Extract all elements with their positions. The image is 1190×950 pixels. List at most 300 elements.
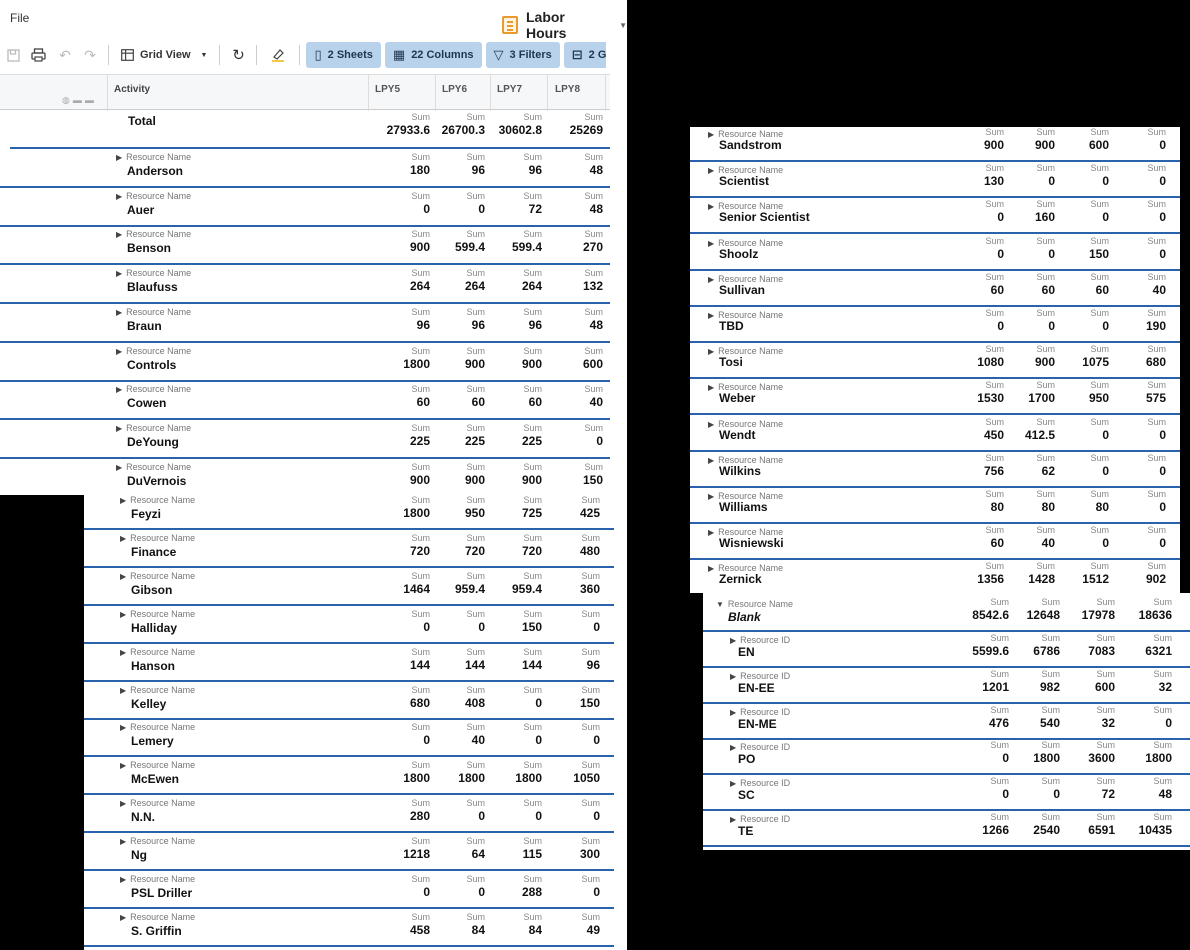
cell-lpy5[interactable] — [985, 308, 1004, 333]
cell-lpy7[interactable] — [1090, 272, 1109, 297]
expand-icon[interactable]: ▶ — [708, 383, 715, 393]
cell-lpy5[interactable] — [989, 705, 1009, 730]
cell-lpy6[interactable] — [1040, 705, 1060, 730]
expand-icon[interactable]: ▶ — [708, 492, 715, 501]
cell-lpy6[interactable] — [455, 229, 485, 254]
sheet-title[interactable] — [502, 9, 627, 41]
cell-lpy8[interactable] — [1153, 669, 1172, 694]
cell-lpy6[interactable] — [1035, 127, 1055, 152]
cell-lpy5[interactable] — [972, 633, 1009, 658]
expand-icon[interactable]: ▶ — [730, 815, 737, 824]
cell-lpy7[interactable] — [523, 836, 542, 861]
table-row[interactable] — [690, 271, 1180, 307]
cell-lpy7[interactable] — [523, 191, 542, 216]
cell-lpy6[interactable] — [465, 268, 485, 293]
cell-lpy8[interactable] — [1147, 453, 1166, 478]
group-button[interactable] — [564, 42, 607, 68]
undo-icon[interactable]: ↶ — [59, 46, 71, 63]
cell-lpy7[interactable] — [1090, 199, 1109, 224]
cell-lpy8[interactable] — [1147, 199, 1166, 224]
table-row[interactable] — [690, 343, 1180, 379]
table-row[interactable] — [84, 682, 614, 720]
cell-lpy5[interactable] — [403, 836, 430, 861]
cell-lpy7[interactable] — [522, 346, 542, 371]
cell-lpy6[interactable] — [1036, 525, 1055, 550]
cell-lpy6[interactable] — [1036, 453, 1055, 478]
table-row[interactable] — [690, 416, 1180, 452]
cell-lpy8[interactable] — [581, 722, 600, 747]
expand-icon[interactable]: ▶ — [116, 423, 123, 433]
cell-lpy8[interactable] — [580, 836, 600, 861]
expand-icon[interactable]: ▶ — [120, 837, 127, 847]
cell-lpy7[interactable] — [523, 685, 542, 710]
cell-lpy8[interactable] — [584, 384, 603, 409]
cell-lpy8[interactable] — [1146, 308, 1166, 333]
cell-lpy5[interactable] — [410, 462, 430, 487]
cell-lpy6[interactable] — [1033, 633, 1060, 658]
cell-lpy7[interactable] — [1096, 705, 1115, 730]
sum-label: Sum — [1041, 704, 1060, 715]
expand-icon[interactable]: ▶ — [708, 528, 715, 538]
collapse-icon[interactable]: ▼ — [716, 600, 724, 609]
expand-icon[interactable]: ▶ — [120, 533, 127, 543]
cell-lpy6[interactable] — [465, 346, 485, 371]
table-row[interactable] — [84, 795, 614, 833]
cell-lpy6[interactable] — [1040, 669, 1060, 694]
cell-value: 0 — [1159, 138, 1166, 152]
expand-icon[interactable]: ▶ — [120, 685, 127, 695]
cell-lpy7[interactable] — [1088, 633, 1115, 658]
cell-lpy5[interactable] — [984, 453, 1004, 478]
cell-lpy6[interactable] — [465, 647, 485, 672]
table-row[interactable] — [703, 739, 1190, 775]
cell-lpy5[interactable] — [410, 268, 430, 293]
cell-lpy7[interactable] — [523, 307, 542, 332]
menu-bar — [0, 0, 627, 41]
cell-lpy7[interactable] — [512, 571, 542, 596]
expand-icon[interactable]: ▶ — [120, 647, 127, 657]
cell-lpy6[interactable] — [466, 307, 485, 332]
cell-lpy8[interactable] — [583, 268, 603, 293]
cell-lpy7[interactable] — [522, 533, 542, 558]
cell-value: 900 — [409, 472, 430, 487]
expand-icon[interactable]: ▶ — [116, 153, 123, 162]
table-row[interactable] — [84, 568, 614, 606]
table-row[interactable] — [703, 704, 1190, 740]
cell-lpy5[interactable] — [410, 152, 430, 177]
expand-icon[interactable]: ▶ — [730, 707, 737, 717]
cell-lpy8[interactable] — [1146, 380, 1166, 405]
cell-lpy6[interactable] — [1036, 489, 1055, 514]
cell-lpy5[interactable] — [411, 191, 430, 216]
table-row[interactable] — [0, 420, 610, 459]
expand-icon[interactable]: ▶ — [708, 202, 715, 212]
cell-lpy6[interactable] — [465, 423, 485, 448]
cell-lpy6[interactable] — [465, 685, 485, 710]
table-row[interactable] — [84, 757, 614, 795]
column-header-lpy5[interactable]: LPY5 — [375, 84, 401, 95]
cell-lpy5[interactable] — [977, 380, 1004, 405]
cell-lpy7[interactable] — [1090, 163, 1109, 188]
cell-lpy8[interactable] — [1147, 127, 1166, 152]
expand-icon[interactable]: ▶ — [730, 743, 737, 753]
expand-icon[interactable]: ▶ — [708, 274, 715, 284]
expand-icon[interactable]: ▶ — [116, 385, 123, 395]
cell-lpy7[interactable] — [1089, 127, 1109, 152]
cell-lpy6[interactable] — [1025, 417, 1055, 442]
cell-lpy7[interactable] — [522, 647, 542, 672]
row-group-label — [730, 742, 790, 752]
cell-lpy7[interactable] — [515, 760, 542, 785]
sum-label: Sum — [1090, 561, 1109, 572]
row-group-label-text: Resource Name — [718, 527, 784, 538]
cell-lpy6[interactable] — [455, 571, 485, 596]
expand-icon[interactable]: ▶ — [120, 723, 127, 733]
expand-icon[interactable]: ▶ — [116, 191, 123, 201]
cell-lpy7[interactable] — [1088, 740, 1115, 765]
cell-lpy5[interactable] — [990, 776, 1009, 801]
cell-lpy5[interactable] — [410, 798, 430, 823]
print-icon[interactable] — [24, 42, 52, 68]
table-row[interactable] — [0, 188, 610, 227]
cell-lpy5[interactable] — [410, 423, 430, 448]
cell-lpy7[interactable] — [1082, 561, 1109, 586]
table-row[interactable] — [0, 149, 610, 188]
cell-lpy7[interactable] — [522, 423, 542, 448]
table-row[interactable] — [690, 452, 1180, 488]
table-row[interactable] — [690, 524, 1180, 560]
cell-lpy6[interactable] — [466, 874, 485, 899]
cell-lpy7[interactable] — [1082, 597, 1115, 622]
cell-lpy7[interactable] — [1090, 453, 1109, 478]
cell-lpy5[interactable] — [403, 760, 430, 785]
chevron-down-icon[interactable]: ▼ — [619, 20, 627, 30]
table-row[interactable] — [690, 307, 1180, 343]
cell-lpy8[interactable] — [570, 112, 603, 137]
cell-lpy8[interactable] — [583, 462, 603, 487]
cell-lpy7[interactable] — [523, 152, 542, 177]
cell-lpy6[interactable] — [1027, 597, 1060, 622]
cell-lpy6[interactable] — [466, 798, 485, 823]
cell-lpy7[interactable] — [1090, 308, 1109, 333]
cell-lpy5[interactable] — [985, 236, 1004, 261]
cell-lpy5[interactable] — [411, 722, 430, 747]
expand-icon[interactable]: ▶ — [120, 912, 127, 922]
table-row[interactable] — [690, 488, 1180, 524]
cell-lpy7[interactable] — [1082, 344, 1109, 369]
cell-lpy5[interactable] — [411, 384, 430, 409]
cell-lpy8[interactable] — [580, 571, 600, 596]
cell-lpy5[interactable] — [984, 417, 1004, 442]
cell-lpy7[interactable] — [1096, 776, 1115, 801]
cell-lpy5[interactable] — [985, 489, 1004, 514]
cell-lpy8[interactable] — [1145, 740, 1172, 765]
cell-lpy8[interactable] — [1153, 776, 1172, 801]
table-row[interactable] — [84, 530, 614, 568]
row-group-label-text: Resource Name — [718, 201, 784, 212]
cell-value: 30602.8 — [498, 123, 542, 137]
cell-value: 225 — [521, 433, 542, 448]
table-row[interactable] — [84, 719, 614, 757]
expand-icon[interactable]: ▶ — [708, 311, 715, 320]
cell-lpy5[interactable] — [984, 127, 1004, 152]
cell-lpy6[interactable] — [458, 760, 485, 785]
cell-lpy6[interactable] — [1033, 812, 1060, 837]
cell-lpy5[interactable] — [410, 229, 430, 254]
cell-lpy6[interactable] — [465, 533, 485, 558]
cell-lpy5[interactable] — [985, 525, 1004, 550]
table-row[interactable] — [703, 668, 1190, 704]
cell-lpy7[interactable] — [1090, 489, 1109, 514]
row-name: DeYoung — [127, 434, 179, 449]
cell-lpy7[interactable] — [522, 268, 542, 293]
cell-lpy7[interactable] — [523, 722, 542, 747]
cell-lpy5[interactable] — [411, 307, 430, 332]
expand-icon[interactable]: ▶ — [708, 347, 715, 357]
sum-label: Sum — [1041, 776, 1060, 787]
cell-lpy7[interactable] — [1095, 669, 1115, 694]
cell-lpy8[interactable] — [1147, 163, 1166, 188]
cell-lpy5[interactable] — [410, 533, 430, 558]
cell-lpy5[interactable] — [410, 685, 430, 710]
column-header-lpy8[interactable]: LPY8 — [555, 84, 581, 95]
table-row[interactable] — [0, 265, 610, 304]
cell-lpy5[interactable] — [984, 163, 1004, 188]
cell-lpy5[interactable] — [977, 344, 1004, 369]
expand-icon[interactable]: ▶ — [120, 761, 127, 771]
cell-lpy8[interactable] — [581, 798, 600, 823]
table-row[interactable] — [690, 379, 1180, 415]
cell-lpy5[interactable] — [411, 609, 430, 634]
save-icon[interactable] — [2, 42, 24, 68]
sum-label: Sum — [985, 199, 1004, 210]
columns-button[interactable] — [385, 42, 482, 68]
table-row[interactable] — [0, 226, 610, 265]
row-group-label — [116, 268, 191, 278]
expand-icon[interactable]: ▶ — [708, 419, 715, 429]
cell-lpy6[interactable] — [1035, 344, 1055, 369]
table-row[interactable] — [690, 198, 1180, 234]
expand-icon[interactable]: ▶ — [116, 462, 123, 472]
expand-icon[interactable]: ▶ — [730, 779, 737, 789]
table-row[interactable] — [84, 871, 614, 909]
row-group-label — [716, 599, 793, 609]
cell-lpy5[interactable] — [982, 669, 1009, 694]
cell-lpy8[interactable] — [1153, 705, 1172, 730]
table-row[interactable] — [690, 560, 1180, 593]
sum-label: Sum — [1090, 344, 1109, 355]
cell-lpy6[interactable] — [442, 112, 485, 137]
file-menu[interactable]: File — [10, 11, 30, 25]
expand-icon[interactable]: ▶ — [708, 455, 715, 465]
row-group-label — [116, 346, 191, 356]
cell-lpy7[interactable] — [523, 912, 542, 937]
cell-lpy8[interactable] — [573, 760, 600, 785]
cell-lpy8[interactable] — [584, 307, 603, 332]
cell-lpy5[interactable] — [985, 199, 1004, 224]
cell-lpy8[interactable] — [584, 423, 603, 448]
cell-lpy6[interactable] — [466, 609, 485, 634]
table-row[interactable] — [690, 162, 1180, 198]
cell-value: 17978 — [1081, 608, 1115, 622]
sum-label: Sum — [411, 722, 430, 733]
sheets-button[interactable] — [306, 42, 380, 68]
cell-value: 40 — [471, 733, 485, 748]
cell-lpy6[interactable] — [1041, 776, 1060, 801]
grid-view-dropdown[interactable] — [115, 49, 213, 61]
cell-lpy5[interactable] — [977, 561, 1004, 586]
cell-lpy8[interactable] — [1147, 417, 1166, 442]
table-row[interactable] — [690, 127, 1180, 162]
cell-lpy8[interactable] — [1147, 236, 1166, 261]
cell-lpy6[interactable] — [1028, 380, 1055, 405]
group-row-blank[interactable] — [703, 596, 1190, 632]
cell-lpy6[interactable] — [466, 191, 485, 216]
table-row[interactable] — [84, 606, 614, 644]
cell-lpy8[interactable] — [581, 874, 600, 899]
filters-button[interactable] — [486, 42, 560, 68]
expand-icon[interactable]: ▶ — [708, 130, 715, 139]
expand-icon[interactable]: ▶ — [708, 564, 715, 574]
cell-lpy8[interactable] — [1146, 561, 1166, 586]
total-row[interactable] — [10, 110, 610, 149]
expand-icon[interactable]: ▶ — [708, 166, 715, 176]
expand-icon[interactable]: ▶ — [730, 636, 737, 645]
row-name: Blank — [728, 610, 761, 624]
cell-lpy7[interactable] — [499, 112, 542, 137]
cell-lpy6[interactable] — [1033, 740, 1060, 765]
cell-lpy6[interactable] — [466, 384, 485, 409]
table-row[interactable] — [84, 833, 614, 871]
cell-value: 96 — [586, 657, 600, 672]
cell-lpy5[interactable] — [403, 495, 430, 520]
column-header-lpy6[interactable]: LPY6 — [442, 84, 468, 95]
table-row[interactable] — [0, 304, 610, 343]
cell-lpy8[interactable] — [1147, 489, 1166, 514]
cell-lpy5[interactable] — [972, 597, 1009, 622]
cell-lpy8[interactable] — [580, 685, 600, 710]
table-row[interactable] — [690, 235, 1180, 271]
cell-lpy8[interactable] — [1147, 525, 1166, 550]
row-group-label — [120, 685, 195, 695]
cell-lpy7[interactable] — [1089, 236, 1109, 261]
cell-lpy8[interactable] — [1145, 633, 1172, 658]
cell-lpy8[interactable] — [581, 609, 600, 634]
cell-lpy6[interactable] — [465, 495, 485, 520]
cell-value: 48 — [589, 317, 603, 332]
cell-lpy5[interactable] — [403, 571, 430, 596]
cell-lpy7[interactable] — [512, 229, 542, 254]
cell-lpy8[interactable] — [584, 191, 603, 216]
cell-lpy8[interactable] — [581, 912, 600, 937]
sum-label: Sum — [523, 345, 542, 356]
cell-lpy8[interactable] — [1146, 344, 1166, 369]
row-group-label — [120, 533, 195, 543]
cell-lpy6[interactable] — [466, 836, 485, 861]
expand-icon[interactable]: ▶ — [120, 609, 127, 619]
cell-lpy6[interactable] — [1035, 199, 1055, 224]
cell-lpy8[interactable] — [580, 495, 600, 520]
cell-lpy7[interactable] — [522, 495, 542, 520]
cell-lpy8[interactable] — [584, 152, 603, 177]
cell-lpy7[interactable] — [522, 874, 542, 899]
cell-lpy7[interactable] — [523, 384, 542, 409]
cell-lpy7[interactable] — [523, 798, 542, 823]
table-row[interactable] — [84, 644, 614, 682]
expand-icon[interactable]: ▶ — [120, 875, 127, 884]
expand-icon[interactable]: ▶ — [708, 238, 715, 248]
table-row[interactable] — [703, 632, 1190, 668]
cell-lpy8[interactable] — [581, 647, 600, 672]
cell-lpy6[interactable] — [1036, 236, 1055, 261]
cell-lpy7[interactable] — [1090, 417, 1109, 442]
cell-lpy7[interactable] — [522, 609, 542, 634]
cell-lpy6[interactable] — [1036, 308, 1055, 333]
table-row[interactable] — [0, 381, 610, 420]
cell-lpy8[interactable] — [1147, 272, 1166, 297]
table-row[interactable] — [84, 909, 614, 947]
table-row[interactable] — [0, 343, 610, 382]
row-group-label-text: Resource Name — [718, 310, 784, 320]
cell-lpy6[interactable] — [466, 722, 485, 747]
cell-lpy6[interactable] — [466, 912, 485, 937]
expand-icon[interactable]: ▶ — [120, 571, 127, 581]
table-row[interactable] — [703, 811, 1190, 847]
cell-lpy6[interactable] — [1036, 272, 1055, 297]
expand-icon[interactable]: ▶ — [730, 671, 737, 681]
cell-lpy5[interactable] — [410, 912, 430, 937]
cell-lpy5[interactable] — [410, 647, 430, 672]
cell-lpy7[interactable] — [1090, 525, 1109, 550]
table-row[interactable] — [703, 775, 1190, 811]
expand-icon[interactable]: ▶ — [116, 307, 123, 317]
cell-lpy8[interactable] — [580, 533, 600, 558]
cell-lpy5[interactable] — [985, 272, 1004, 297]
cell-lpy5[interactable] — [990, 740, 1009, 765]
column-header-activity[interactable]: Activity — [114, 84, 151, 95]
cell-lpy5[interactable] — [403, 346, 430, 371]
column-header-lpy7[interactable]: LPY7 — [497, 84, 523, 95]
cell-lpy7[interactable] — [1089, 380, 1109, 405]
cell-lpy5[interactable] — [411, 874, 430, 899]
cell-lpy7[interactable] — [522, 462, 542, 487]
cell-lpy8[interactable] — [583, 229, 603, 254]
expand-icon[interactable]: ▶ — [120, 799, 127, 809]
cell-lpy6[interactable] — [465, 462, 485, 487]
cell-lpy8[interactable] — [583, 346, 603, 371]
cell-lpy6[interactable] — [1036, 163, 1055, 188]
table-row[interactable] — [84, 492, 614, 530]
highlight-icon[interactable] — [263, 42, 293, 68]
cell-lpy8[interactable] — [1139, 597, 1172, 622]
cell-lpy8[interactable] — [1139, 812, 1172, 837]
expand-icon[interactable]: ▶ — [120, 496, 127, 505]
cell-value: 0 — [1159, 536, 1166, 551]
expand-icon[interactable]: ▶ — [116, 269, 123, 279]
cell-lpy6[interactable] — [466, 152, 485, 177]
expand-icon[interactable]: ▶ — [116, 230, 123, 240]
cell-lpy7[interactable] — [1088, 812, 1115, 837]
cell-lpy5[interactable] — [387, 112, 430, 137]
cell-lpy6[interactable] — [1028, 561, 1055, 586]
expand-icon[interactable]: ▶ — [116, 346, 123, 356]
redo-icon[interactable]: ↷ — [84, 46, 96, 63]
refresh-icon[interactable]: ↻ — [232, 47, 245, 64]
sum-label: Sum — [1090, 380, 1109, 391]
cell-lpy5[interactable] — [982, 812, 1009, 837]
cell-value: 0 — [1159, 210, 1166, 225]
row-group-label-text: Resource Name — [126, 229, 192, 240]
